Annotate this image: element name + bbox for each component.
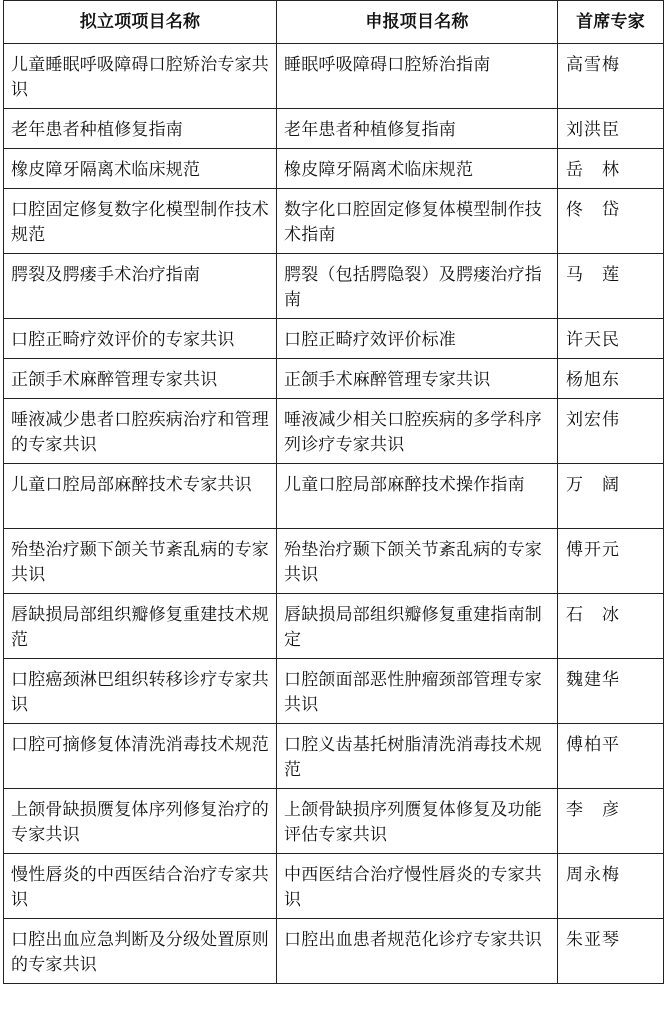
cell-proposed: 腭裂及腭瘘手术治疗指南: [4, 254, 277, 319]
cell-expert: 李 彦: [558, 789, 664, 854]
cell-expert: 周永梅: [558, 854, 664, 919]
cell-applied: 口腔出血患者规范化诊疗专家共识: [277, 919, 558, 984]
header-row: [4, 1, 664, 44]
cell-applied: 儿童口腔局部麻醉技术操作指南: [277, 464, 558, 529]
table-row: [4, 319, 664, 359]
table-row: [4, 464, 664, 529]
cell-proposed: 橡皮障牙隔离术临床规范: [4, 149, 277, 189]
table-row: [4, 594, 664, 659]
cell-expert: 佟 岱: [558, 189, 664, 254]
cell-expert: 马 莲: [558, 254, 664, 319]
cell-applied: 中西医结合治疗慢性唇炎的专家共识: [277, 854, 558, 919]
cell-expert: 高雪梅: [558, 44, 664, 109]
cell-expert: 刘洪臣: [558, 109, 664, 149]
table-row: [4, 399, 664, 464]
cell-expert: 傅开元: [558, 529, 664, 594]
cell-expert: 石 冰: [558, 594, 664, 659]
cell-proposed: 上颌骨缺损赝复体序列修复治疗的专家共识: [4, 789, 277, 854]
cell-proposed: 口腔固定修复数字化模型制作技术规范: [4, 189, 277, 254]
cell-proposed: 口腔可摘修复体清洗消毒技术规范: [4, 724, 277, 789]
cell-proposed: 殆垫治疗颞下颌关节紊乱病的专家共识: [4, 529, 277, 594]
header-proposed: 拟立项项目名称: [4, 1, 277, 44]
cell-proposed: 口腔癌颈淋巴组织转移诊疗专家共识: [4, 659, 277, 724]
cell-proposed: 儿童口腔局部麻醉技术专家共识: [4, 464, 277, 529]
cell-applied: 殆垫治疗颞下颌关节紊乱病的专家共识: [277, 529, 558, 594]
cell-proposed: 唾液减少患者口腔疾病治疗和管理的专家共识: [4, 399, 277, 464]
cell-applied: 唾液减少相关口腔疾病的多学科序列诊疗专家共识: [277, 399, 558, 464]
table-row: [4, 149, 664, 189]
cell-expert: 万 阔: [558, 464, 664, 529]
cell-applied: 口腔颌面部恶性肿瘤颈部管理专家共识: [277, 659, 558, 724]
cell-applied: 口腔正畸疗效评价标准: [277, 319, 558, 359]
table-row: [4, 359, 664, 399]
cell-applied: 腭裂（包括腭隐裂）及腭瘘治疗指南: [277, 254, 558, 319]
cell-proposed: 儿童睡眠呼吸障碍口腔矫治专家共识: [4, 44, 277, 109]
cell-expert: 魏建华: [558, 659, 664, 724]
table-row: [4, 724, 664, 789]
table-row: [4, 529, 664, 594]
table-row: [4, 854, 664, 919]
cell-expert: 许天民: [558, 319, 664, 359]
project-table: [3, 0, 664, 984]
table-row: [4, 659, 664, 724]
table-row: [4, 789, 664, 854]
table-row: [4, 189, 664, 254]
cell-applied: 睡眠呼吸障碍口腔矫治指南: [277, 44, 558, 109]
cell-applied: 老年患者种植修复指南: [277, 109, 558, 149]
cell-proposed: 口腔出血应急判断及分级处置原则的专家共识: [4, 919, 277, 984]
cell-applied: 口腔义齿基托树脂清洗消毒技术规范: [277, 724, 558, 789]
cell-expert: 朱亚琴: [558, 919, 664, 984]
cell-expert: 杨旭东: [558, 359, 664, 399]
cell-expert: 刘宏伟: [558, 399, 664, 464]
cell-applied: 上颌骨缺损序列赝复体修复及功能评估专家共识: [277, 789, 558, 854]
cell-applied: 橡皮障牙隔离术临床规范: [277, 149, 558, 189]
table-row: [4, 44, 664, 109]
cell-expert: 傅柏平: [558, 724, 664, 789]
header-applied: 申报项目名称: [277, 1, 558, 44]
header-expert: 首席专家: [558, 1, 664, 44]
cell-applied: 数字化口腔固定修复体模型制作技术指南: [277, 189, 558, 254]
cell-proposed: 口腔正畸疗效评价的专家共识: [4, 319, 277, 359]
cell-proposed: 慢性唇炎的中西医结合治疗专家共识: [4, 854, 277, 919]
cell-proposed: 老年患者种植修复指南: [4, 109, 277, 149]
cell-proposed: 正颌手术麻醉管理专家共识: [4, 359, 277, 399]
table-row: [4, 109, 664, 149]
cell-applied: 正颌手术麻醉管理专家共识: [277, 359, 558, 399]
cell-proposed: 唇缺损局部组织瓣修复重建技术规范: [4, 594, 277, 659]
table-row: [4, 254, 664, 319]
table-row: [4, 919, 664, 984]
cell-expert: 岳 林: [558, 149, 664, 189]
cell-applied: 唇缺损局部组织瓣修复重建指南制定: [277, 594, 558, 659]
